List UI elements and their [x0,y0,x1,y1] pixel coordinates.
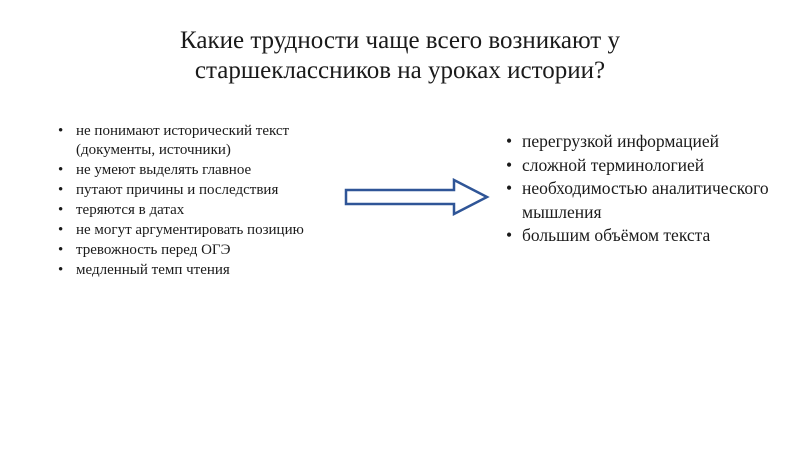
causes-list [506,130,776,248]
list-item [506,224,776,248]
list-item [58,181,358,200]
bullet-icon: • [506,178,513,198]
bullet-icon: • [506,225,513,245]
list-item-text: не могут аргументировать позицию [76,222,304,238]
list-item-text: теряются в датах [76,202,185,218]
list-item [506,130,776,154]
bullet-icon: • [506,154,513,175]
list-item-text: тревожность перед ОГЭ [76,242,231,258]
list-item [58,261,358,280]
bullet-icon: • [58,162,64,178]
bullet-icon: • [506,131,513,151]
list-item-text: путают причины и последствия [76,182,279,198]
slide-title-line-2: старшеклассников на уроках истории? [194,57,606,84]
list-item [506,154,776,178]
list-item [58,241,358,260]
list-item [506,177,776,224]
bullet-icon: • [58,123,64,139]
slide-title [120,26,680,86]
list-item-text: большим объёмом текста [522,225,711,245]
list-item [58,221,358,240]
list-item-text: не понимают исторический текст (документы, источники) [76,123,290,158]
list-item-text: необходимостью аналитического мышления [522,178,769,222]
list-item-text: медленный темп чтения [76,262,230,278]
bullet-icon: • [58,222,64,238]
list-item-text: сложной терминологией [522,154,705,175]
bullet-icon: • [58,242,64,258]
bullet-icon: • [58,262,64,278]
right-arrow-icon [344,178,490,216]
bullet-icon: • [58,202,64,218]
bullet-icon: • [58,182,64,198]
difficulties-list [58,122,358,281]
list-item-text: перегрузкой информацией [522,131,720,151]
list-item [58,201,358,220]
list-item-text: не умеют выделять главное [76,162,252,178]
slide-title-line-1: Какие трудности чаще всего возникают у [180,27,620,54]
list-item [58,161,358,180]
list-item [58,122,358,160]
